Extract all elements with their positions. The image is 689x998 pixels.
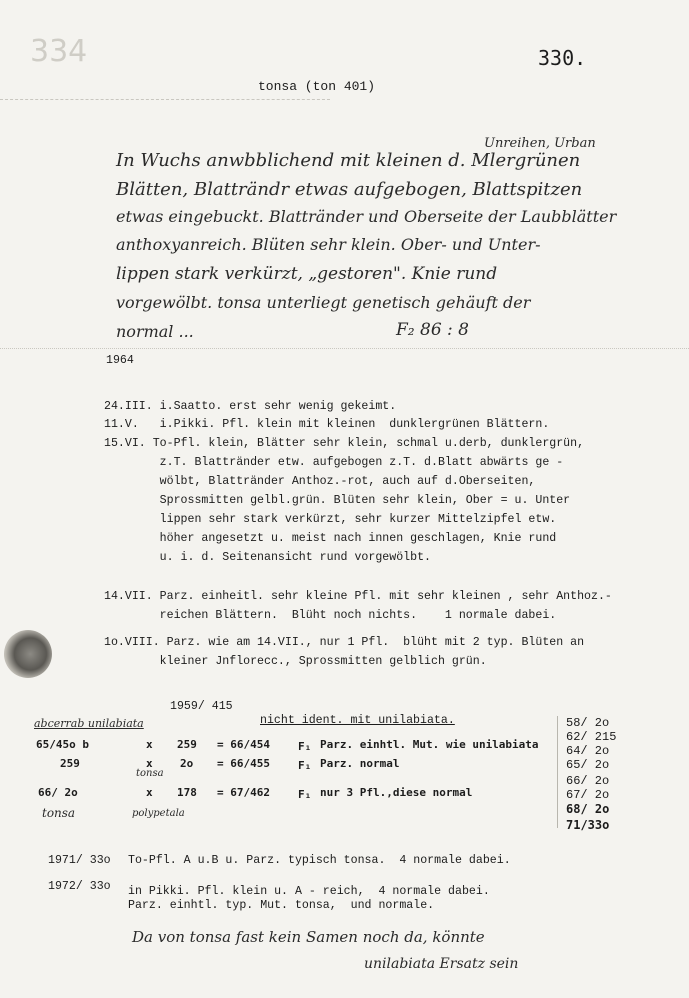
- handwritten-line: Da von tonsa fast kein Samen noch da, könnte: [132, 928, 485, 946]
- log-entry: wölbt, Blattränder Anthoz.-rot, auch auf d.Oberseiten,: [104, 475, 536, 488]
- accession-entry: 66/ 2o: [566, 774, 610, 788]
- cross-header-year: 1959/ 415: [170, 700, 233, 713]
- page-title: tonsa (ton 401): [258, 79, 376, 94]
- log-entry: in Pikki. Pfl. klein u. A - reich, 4 normale dabei.: [128, 885, 490, 898]
- handwritten-f2-note: F₂ 86 : 8: [396, 320, 469, 340]
- cross-result: = 66/454: [217, 738, 270, 751]
- page-number: 330.: [538, 46, 587, 70]
- cross-parent-b: 2o: [180, 757, 194, 770]
- log-entry: höher angesetzt u. meist nach innen geschlagen, Knie rund: [104, 532, 557, 545]
- year-heading: 1964: [106, 354, 134, 367]
- handwritten-line: Blätten, Blatträndr etwas aufgebogen, Blattspitzen: [116, 179, 583, 200]
- cross-x: x: [146, 757, 153, 770]
- cross-parent-a: 66/ 2o: [38, 786, 78, 799]
- handwritten-label: abcerrab unilabiata: [34, 717, 144, 730]
- cross-note: Parz. normal: [320, 757, 400, 770]
- log-entry: 11.V. i.Pikki. Pfl. klein mit kleinen dunklergrünen Blättern.: [104, 418, 550, 431]
- faint-rule: [0, 99, 330, 100]
- log-entry: Sprossmitten gelbl.grün. Blüten sehr klein, Ober = u. Unter: [104, 494, 571, 507]
- handwritten-line: vorgewölbt. tonsa unterliegt genetisch gehäuft der: [116, 293, 531, 312]
- cross-result: = 66/455: [217, 757, 270, 770]
- handwritten-label: tonsa: [136, 768, 164, 779]
- accession-entry: 62/ 215: [566, 730, 617, 744]
- cross-parent-a: 259: [60, 757, 80, 770]
- log-entry: kleiner Jnflorесc., Sprossmitten gelblich grün.: [104, 655, 487, 668]
- handwritten-line: etwas eingebuckt. Blattränder und Oberseite der Laubblätter: [116, 207, 617, 226]
- accession-entry: 65/ 2o: [566, 758, 610, 772]
- accession-entry: 64/ 2o: [566, 744, 610, 758]
- faint-rule: [0, 348, 689, 349]
- cross-parent-b: 259: [177, 738, 197, 751]
- accession-entry: 71/33o: [566, 818, 610, 832]
- log-entry: 15.VI. To-Pfl. klein, Blätter sehr klein, schmal u.derb, dunklergrün,: [104, 437, 585, 450]
- punch-hole: [4, 630, 52, 678]
- handwritten-line: In Wuchs anwbblichend mit kleinen d. Mlergrünen: [116, 150, 581, 171]
- cross-x: x: [146, 738, 153, 751]
- cross-header-note: nicht ident. mit unilabiata.: [260, 714, 455, 727]
- log-entry: Parz. einhtl. typ. Mut. tonsa, und normale.: [128, 899, 435, 912]
- cross-note: nur 3 Pfl.,diese normal: [320, 786, 473, 799]
- log-entry: 1o.VIII. Parz. wie am 14.VII., nur 1 Pfl. blüht mit 2 typ. Blüten an: [104, 636, 585, 649]
- log-entry: lippen sehr stark verkürzt, sehr kurzer Mittelzipfel etw.: [104, 513, 557, 526]
- log-entry: 24.III. i.Saatto. erst sehr wenig gekeimt.: [104, 400, 397, 413]
- handwritten-line: lippen stark verkürzt, „gestoren". Knie rund: [116, 264, 498, 284]
- handwritten-line: unilabiata Ersatz sein: [364, 956, 519, 972]
- cross-generation: F₁: [298, 740, 312, 753]
- cross-result: = 67/462: [217, 786, 270, 799]
- handwritten-label: polypetala: [132, 808, 185, 819]
- accession-entry: 58/ 2o: [566, 716, 610, 730]
- cross-parent-a: 65/45o b: [36, 738, 89, 751]
- log-entry: 14.VII. Parz. einheitl. sehr kleine Pfl. mit sehr kleinen , sehr Anthoz.-: [104, 590, 612, 603]
- year-label: 1971/ 33o: [48, 854, 111, 867]
- accession-entry: 68/ 2o: [566, 802, 610, 816]
- log-entry: reichen Blättern. Blüht noch nichts. 1 normale dabei.: [104, 609, 557, 622]
- cross-generation: F₁: [298, 788, 312, 801]
- accession-entry: 67/ 2o: [566, 788, 610, 802]
- handwritten-label: tonsa: [42, 806, 76, 820]
- year-label: 1972/ 33o: [48, 880, 111, 893]
- handwritten-line: anthoxyanreich. Blüten sehr klein. Ober- und Unter-: [116, 235, 541, 254]
- cross-x: x: [146, 786, 153, 799]
- log-entry: u. i. d. Seitenansicht rund vorgewölbt.: [104, 551, 431, 564]
- cross-note: Parz. einhtl. Mut. wie unilabiata: [320, 738, 539, 751]
- handwritten-line: normal ...: [116, 322, 194, 341]
- log-entry: To-Pfl. A u.B u. Parz. typisch tonsa. 4 normale dabei.: [128, 854, 511, 867]
- handwritten-insert: Unreihen, Urban: [484, 136, 596, 151]
- faint-page-number: 334: [30, 34, 88, 69]
- log-entry: z.T. Blattränder etw. aufgebogen z.T. d.Blatt abwärts ge -: [104, 456, 564, 469]
- cross-parent-b: 178: [177, 786, 197, 799]
- column-divider: [557, 716, 558, 828]
- cross-generation: F₁: [298, 759, 312, 772]
